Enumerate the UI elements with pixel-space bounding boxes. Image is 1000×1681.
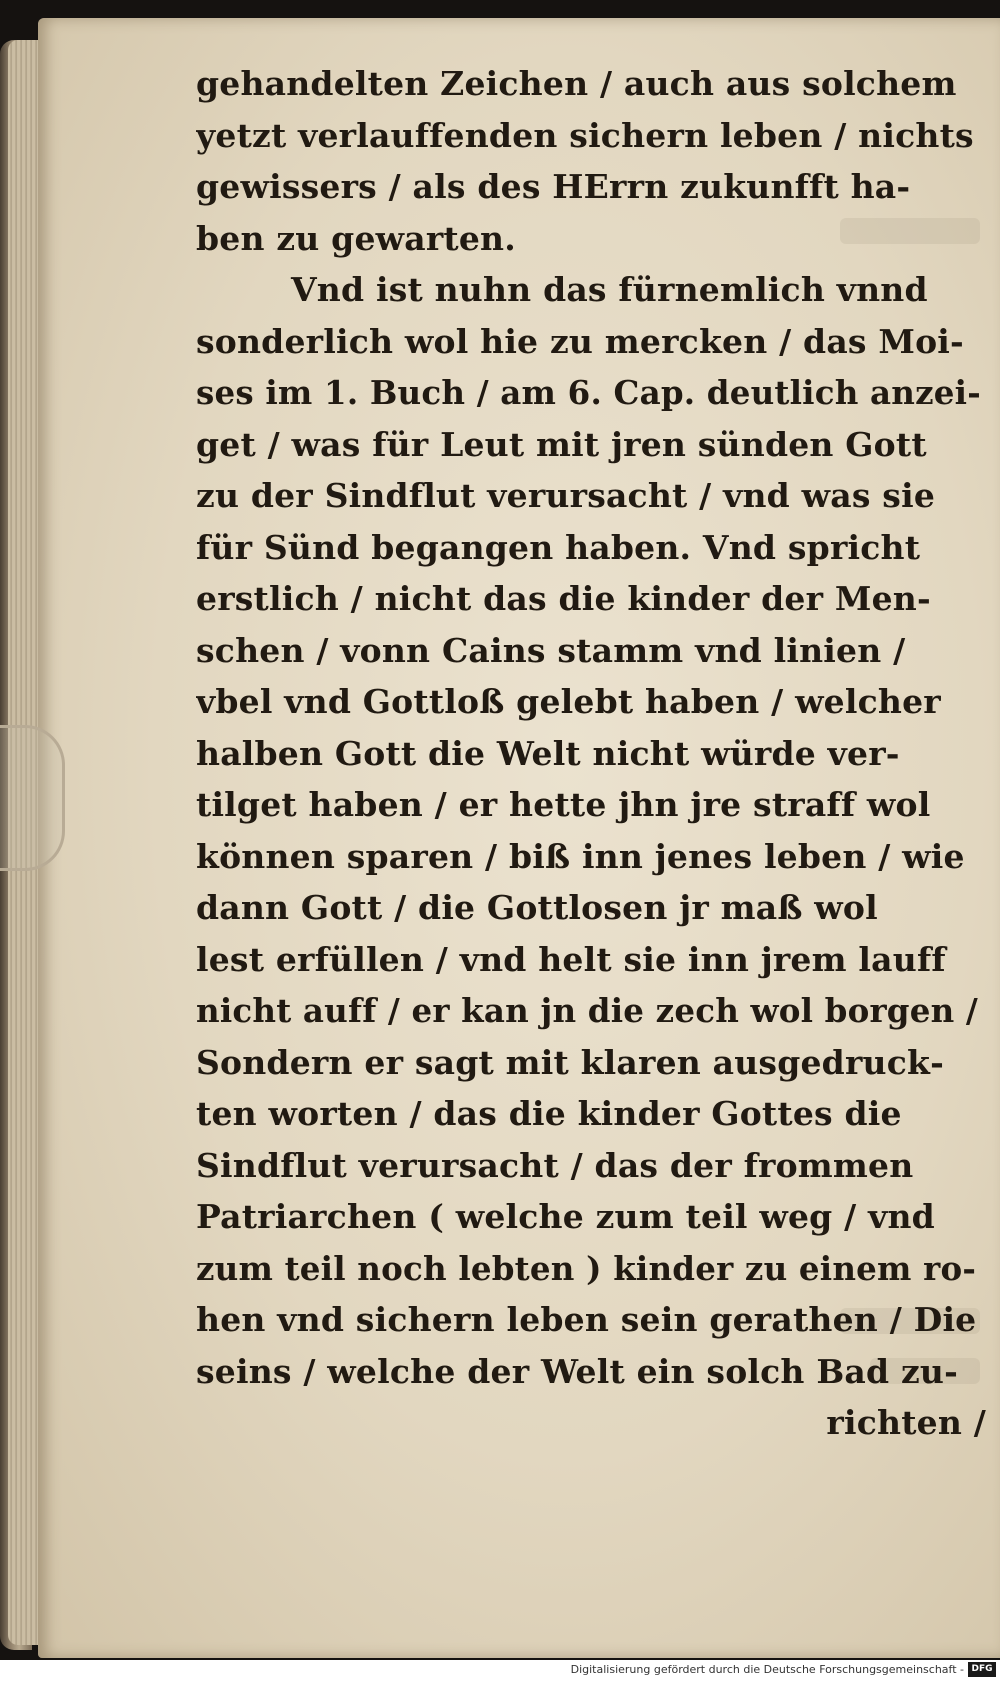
text-line: Sondern er sagt mit klaren ausgedruck‑ bbox=[196, 1042, 944, 1082]
text-line: zu der Sindflut verursacht / vnd was sie bbox=[196, 476, 936, 515]
text-line: ses im 1. Buch / am 6. Cap. deutlich anzei‑ bbox=[196, 373, 981, 412]
text-line: yetzt verlauffenden sichern leben / nichts bbox=[196, 115, 974, 155]
text-line: nicht auff / er kan jn die zech wol borgen / bbox=[196, 991, 978, 1030]
text-line: sonderlich wol hie zu mercken / das Moi‑ bbox=[196, 321, 964, 361]
text-line: hen vnd sichern leben sein gerathen / Die bbox=[196, 1300, 977, 1339]
text-line: Patriarchen ( welche zum teil weg / vnd bbox=[196, 1197, 935, 1236]
text-line: vbel vnd Gottloß gelebt haben / welcher bbox=[196, 682, 941, 721]
text-line: können sparen / biß inn jenes leben / wie bbox=[196, 836, 965, 876]
text-line: zum teil noch lebten ) kinder zu einem ro‑ bbox=[196, 1248, 977, 1288]
catchword: richten / bbox=[826, 1403, 986, 1442]
text-line: dann Gott / die Gottlosen jr maß wol bbox=[196, 888, 878, 927]
text-line: ten worten / das die kinder Gottes die bbox=[196, 1094, 902, 1133]
text-line: tilget haben / er hette jhn jre straff wol bbox=[196, 785, 931, 824]
book-clasp bbox=[0, 725, 65, 871]
text-line: schen / vonn Cains stamm vnd linien / bbox=[196, 630, 906, 670]
text-line: lest erfüllen / vnd helt sie inn jrem lauff bbox=[196, 939, 946, 979]
text-line: gehandelten Zeichen / auch aus solchem bbox=[196, 64, 957, 103]
text-line: get / was für Leut mit jren sünden Gott bbox=[196, 424, 927, 464]
text-line: seins / welche der Welt ein solch Bad zu‑ bbox=[196, 1351, 958, 1391]
page-text bbox=[196, 58, 986, 1449]
paragraph-first-line: Vnd ist nuhn das fürnemlich vnnd bbox=[291, 270, 928, 309]
text-line: halben Gott die Welt nicht würde ver‑ bbox=[196, 733, 900, 773]
text-line: Sindflut verursacht / das der frommen bbox=[196, 1145, 914, 1185]
digitization-footer bbox=[0, 1660, 1000, 1681]
text-line: ben zu gewarten. bbox=[196, 218, 516, 258]
text-line: gewissers / als des HErrn zukunfft ha‑ bbox=[196, 167, 911, 206]
text-line: für Sünd begangen haben. Vnd spricht bbox=[196, 527, 921, 567]
funding-credit: Digitalisierung gefördert durch die Deutsche Forschungsgemeinschaft - bbox=[570, 1663, 964, 1676]
text-line: erstlich / nicht das die kinder der Men‑ bbox=[196, 579, 931, 618]
dfg-logo: DFG bbox=[968, 1662, 996, 1677]
